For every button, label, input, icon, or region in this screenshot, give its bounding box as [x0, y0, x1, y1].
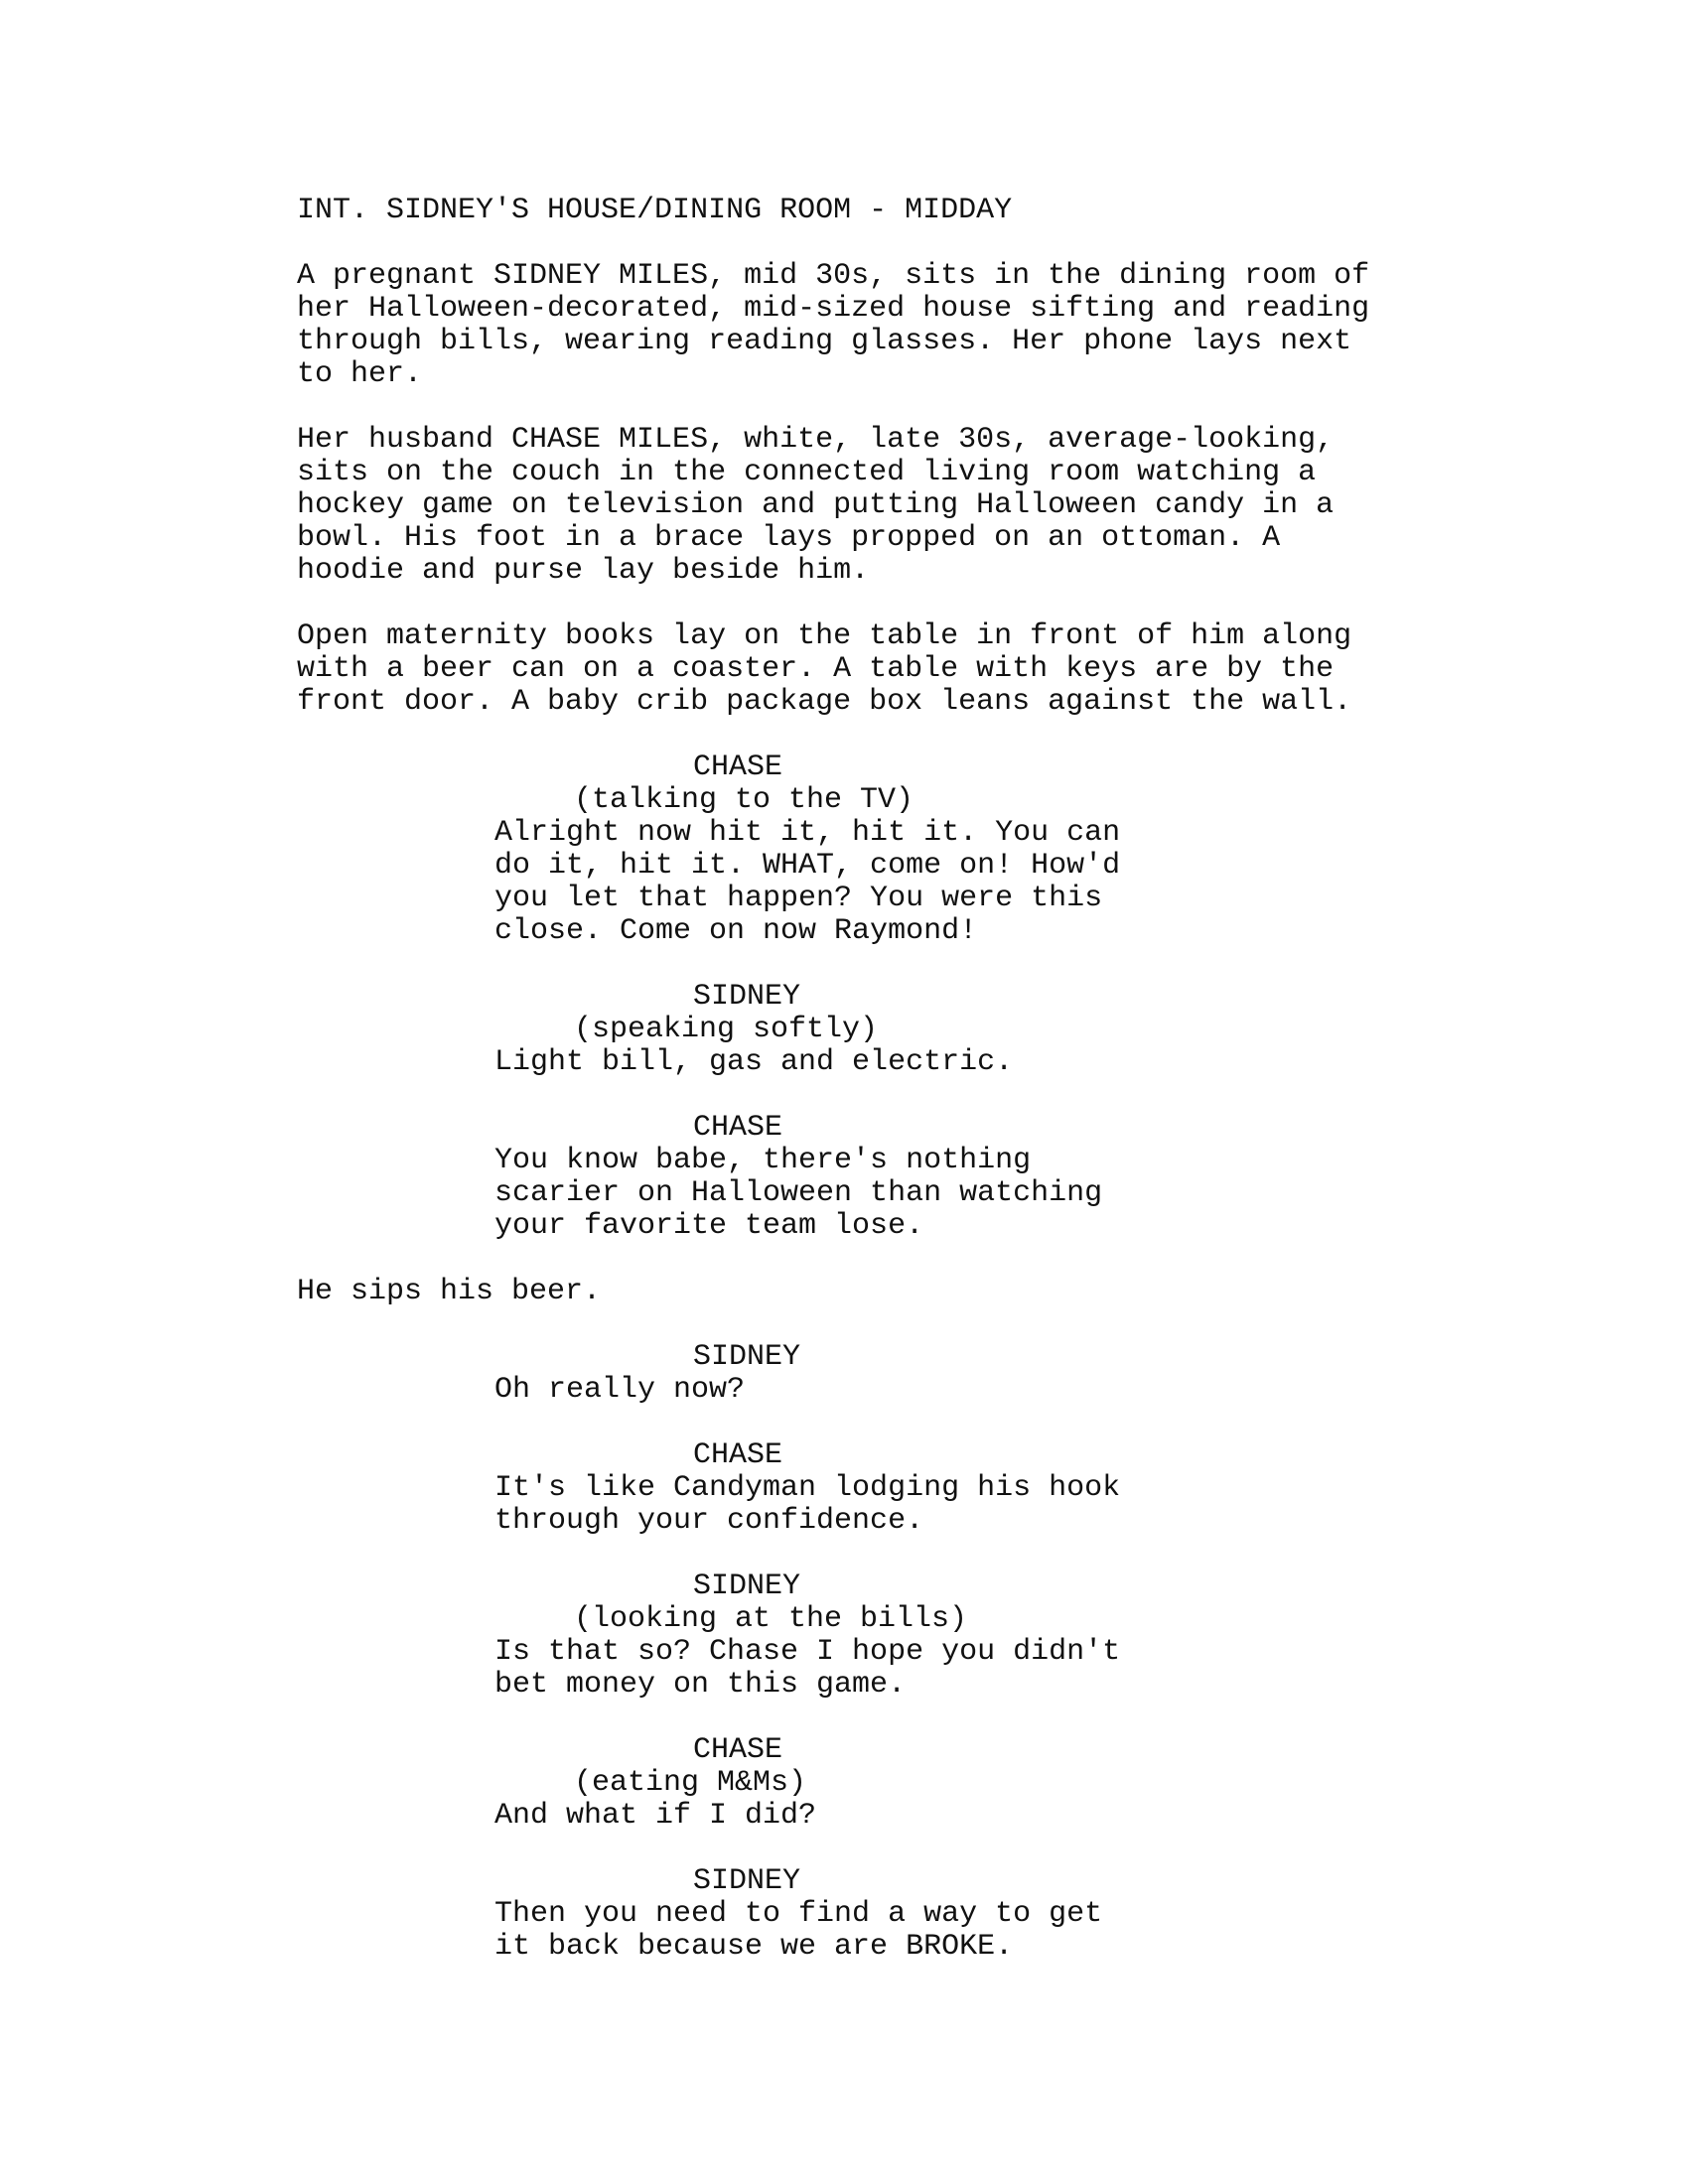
action-block: Open maternity books lay on the table in front of him along with a beer can on a coaster. A table with keys are by the front door. A baby crib package box leans against the wall.: [297, 619, 1352, 719]
character-cue: SIDNEY: [693, 1864, 801, 1898]
dialogue: And what if I did?: [494, 1799, 817, 1833]
action-block: He sips his beer.: [297, 1275, 602, 1308]
character-cue: SIDNEY: [693, 1340, 801, 1374]
dialogue: It's like Candyman lodging his hook through your confidence.: [494, 1471, 1121, 1538]
dialogue: You know babe, there's nothing scarier on Halloween than watching your favorite team lose.: [494, 1144, 1103, 1243]
parenthetical: (talking to the TV): [574, 783, 914, 817]
parenthetical: (looking at the bills): [574, 1602, 968, 1636]
character-cue: CHASE: [693, 1733, 783, 1767]
dialogue: Light bill, gas and electric.: [494, 1045, 1014, 1079]
character-cue: CHASE: [693, 751, 783, 784]
parenthetical: (eating M&Ms): [574, 1766, 807, 1800]
character-cue: CHASE: [693, 1111, 783, 1145]
character-cue: SIDNEY: [693, 980, 801, 1014]
parenthetical: (speaking softly): [574, 1013, 879, 1046]
action-block: Her husband CHASE MILES, white, late 30s, average-looking, sits on the couch in the connected living room watching a hockey game on television and putting Halloween candy in a bowl. His foot in a brace lays propped on an ottoman. A hoodie and purse lay beside him.: [297, 423, 1335, 588]
action-block: A pregnant SIDNEY MILES, mid 30s, sits in the dining room of her Halloween-decorated, mid-sized house sifting and reading through bills, wearing reading glasses. Her phone lays next to her.: [297, 259, 1370, 391]
dialogue: Is that so? Chase I hope you didn't bet money on this game.: [494, 1635, 1121, 1702]
dialogue: Alright now hit it, hit it. You can do it, hit it. WHAT, come on! How'd you let that happen? You were this close. Come on now Raymond!: [494, 816, 1121, 948]
scene-heading: INT. SIDNEY'S HOUSE/DINING ROOM - MIDDAY: [297, 194, 1013, 227]
character-cue: SIDNEY: [693, 1570, 801, 1603]
dialogue: Oh really now?: [494, 1373, 746, 1407]
dialogue: Then you need to find a way to get it back because we are BROKE.: [494, 1897, 1103, 1964]
character-cue: CHASE: [693, 1438, 783, 1472]
